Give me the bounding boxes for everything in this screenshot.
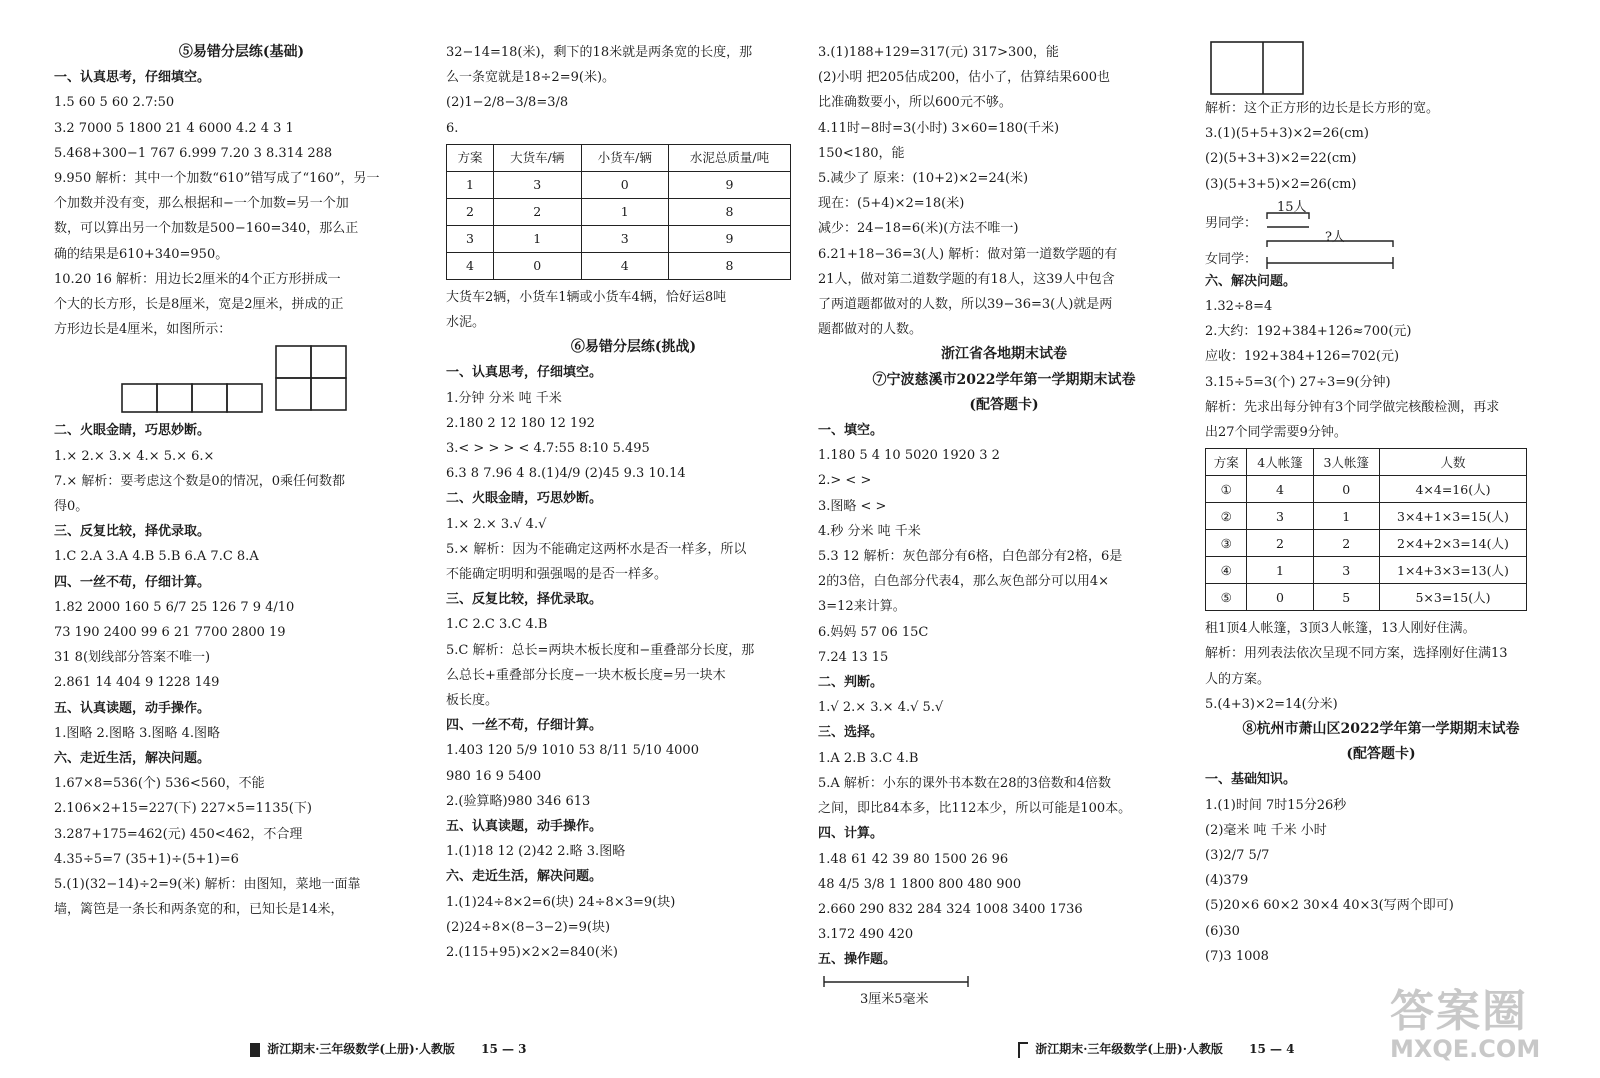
section-heading: 二、火眼金睛，巧思妙断。 <box>54 423 211 439</box>
answer-line: 1.分钟 分米 吨 千米 <box>446 390 562 406</box>
answer-line: 么一条宽就是18÷2=9(米)。 <box>446 70 616 86</box>
answer-line: 31 8(划线部分答案不唯一) <box>54 650 211 666</box>
exam-title-7: ⑦宁波慈溪市2022学年第一学期期末试卷 <box>872 371 1136 388</box>
section-heading: 六、解决问题。 <box>1205 273 1297 289</box>
answer-line: 32−14=18(米)，剩下的18米就是两条宽的长度，那 <box>446 45 753 60</box>
table-cell: 0 <box>581 171 668 198</box>
answer-line: (3)2/7 5/7 <box>1205 848 1270 864</box>
answer-line: 2.> < > <box>818 473 872 489</box>
table-cell: 1 <box>494 225 581 252</box>
answer-line: 150<180，能 <box>818 145 905 161</box>
answer-line: 2.106×2+15=227(下) 227×5=1135(下) <box>54 801 312 817</box>
answer-line: 1.C 2.C 3.C 4.B <box>446 617 548 633</box>
answer-line: 确的结果是610+340=950。 <box>54 246 229 262</box>
answer-line: 980 16 9 5400 <box>446 768 542 784</box>
footer-left <box>250 1040 527 1057</box>
answer-line: 3.2 7000 5 1800 21 4 6000 4.2 4 3 1 <box>54 120 294 136</box>
table-cell: ⑤ <box>1206 584 1247 611</box>
answer-line: 4.11时−8时=3(小时) 3×60=180(千米) <box>818 120 1060 136</box>
column-3 <box>818 40 1190 1009</box>
answer-line: 出27个同学需要9分钟。 <box>1205 425 1347 441</box>
answer-line: 方形边长是4厘米，如图所示： <box>54 322 232 338</box>
table-header-cell: 水泥总质量/吨 <box>668 144 790 171</box>
answer-line: 48 4/5 3/8 1 1800 800 480 900 <box>818 876 1022 892</box>
section-heading: 六、走近生活，解决问题。 <box>446 869 603 885</box>
answer-line: 1.32÷8=4 <box>1205 299 1273 315</box>
answer-line: 2.(115+95)×2×2=840(米) <box>446 945 618 961</box>
answer-line: (7)3 1008 <box>1205 948 1269 964</box>
answer-line: 3.(1)(5+5+3)×2=26(cm) <box>1205 126 1369 142</box>
table-row <box>447 252 791 279</box>
answer-line: 1.C 2.A 3.A 4.B 5.B 6.A 7.C 8.A <box>54 549 259 565</box>
table-cell: ① <box>1206 476 1247 503</box>
table-row <box>1206 557 1527 584</box>
answer-line: 个大的长方形，长是8厘米，宽是2厘米，拼成的正 <box>54 297 344 313</box>
footer-left-title: 浙江期末·三年级数学(上册)·人教版 <box>267 1042 455 1056</box>
answer-line: 2.大约：192+384+126≈700(元) <box>1205 324 1412 340</box>
answer-line: 21人，做对第二道数学题的有18人，这39人中包含 <box>818 271 1115 287</box>
table-header-cell: 大货车/辆 <box>494 144 581 171</box>
exam-heading: 浙江省各地期末试卷 <box>941 346 1067 363</box>
section-heading: 一、填空。 <box>818 423 884 439</box>
section-title-6: ⑥易错分层练(挑战) <box>570 339 697 356</box>
table-cell: 4×4=16(人) <box>1379 476 1526 503</box>
truck-plan-table <box>446 144 791 280</box>
answer-line: 5.× 解析：因为不能确定这两杯水是否一样多，所以 <box>446 541 747 557</box>
answer-line: 3.图略 < > <box>818 498 887 514</box>
section-heading: 一、认真思考，仔细填空。 <box>446 365 603 381</box>
girls-label: 女同学： <box>1205 251 1258 267</box>
answer-line: 5.468+300−1 767 6.999 7.20 3 8.314 288 <box>54 145 333 161</box>
section-title-5: ⑤易错分层练(基础) <box>178 44 305 60</box>
footer-right-title: 浙江期末·三年级数学(上册)·人教版 <box>1035 1042 1223 1056</box>
table-cell: 1 <box>1313 503 1379 530</box>
answer-line: (5)20×6 60×2 30×4 40×3(写两个即可) <box>1205 898 1454 914</box>
line-segment-diagram <box>1205 197 1557 269</box>
answer-line: (2)1−2/8−3/8=3/8 <box>446 95 569 111</box>
exam-subtitle-7: (配答题卡) <box>969 396 1039 413</box>
footer-right <box>1018 1040 1295 1058</box>
girls-count: ?人 <box>1325 229 1345 245</box>
answer-line: 比准确数要小，所以600元不够。 <box>818 95 1012 111</box>
answer-line: 1.403 120 5/9 1010 53 8/11 5/10 4000 <box>446 743 699 759</box>
watermark-logo <box>1390 975 1540 1063</box>
answer-line: 1.A 2.B 3.C 4.B <box>818 750 919 766</box>
answer-line: 3.< > > > < 4.7:55 8:10 5.495 <box>446 441 650 457</box>
table-cell: 1×4+3×3=13(人) <box>1379 557 1526 584</box>
answer-line: 1.(1)24÷8×2=6(块) 24÷8×3=9(块) <box>446 894 676 910</box>
answer-line: 6.21+18−36=3(人) 解析：做对第一道数学题的有 <box>818 246 1118 262</box>
exam-title-8: ⑧杭州市萧山区2022学年第一学期期末试卷 <box>1242 721 1520 738</box>
answer-line: (3)(5+3+5)×2=26(cm) <box>1205 176 1357 192</box>
table-cell: 9 <box>668 171 790 198</box>
column-4 <box>1205 40 1557 969</box>
section-heading: 二、火眼金睛，巧思妙断。 <box>446 491 603 507</box>
table-cell: 8 <box>668 252 790 279</box>
table-cell: 3 <box>494 171 581 198</box>
answer-line: 5.(1)(32−14)÷2=9(米) 解析：由图知，菜地一面靠 <box>54 877 361 893</box>
answer-line: 3.(1)188+129=317(元) 317>300，能 <box>818 45 1059 60</box>
answer-line: 应收：192+384+126=702(元) <box>1205 349 1400 365</box>
section-heading: 三、反复比较，择优录取。 <box>54 524 211 540</box>
table-header-cell: 方案 <box>1206 449 1247 476</box>
answer-line: 1.48 61 42 39 80 1500 26 96 <box>818 851 1009 867</box>
answer-line: 1.5 60 5 60 2.7:50 <box>54 95 175 111</box>
answer-line: 1.82 2000 160 5 6/7 25 126 7 9 4/10 <box>54 599 295 615</box>
answer-line: 2.(验算略)980 346 613 <box>446 793 591 809</box>
answer-line: 5.A 解析：小东的课外书本数在28的3倍数和4倍数 <box>818 775 1112 791</box>
table-cell: 4 <box>581 252 668 279</box>
answer-line: (2)小明 把205估成200，估小了，估算结果600也 <box>818 70 1110 86</box>
table-header-cell: 人数 <box>1379 449 1526 476</box>
answer-line: 6.3 8 7.96 4 8.(1)4/9 (2)45 9.3 10.14 <box>446 466 686 482</box>
table-cell: ③ <box>1206 530 1247 557</box>
answer-line: 1.图略 2.图略 3.图略 4.图略 <box>54 725 221 741</box>
section-heading: 六、走近生活，解决问题。 <box>54 751 211 767</box>
column-1 <box>54 40 429 923</box>
ruler-diagram <box>818 975 1190 1009</box>
answer-line: 现在：(5+4)×2=18(米) <box>818 196 965 212</box>
answer-line: (2)毫米 吨 千米 小时 <box>1205 822 1327 838</box>
answer-line: 3.172 490 420 <box>818 927 914 943</box>
answer-line: 4.秒 分米 吨 千米 <box>818 523 921 539</box>
answer-line: 墙，篱笆是一条长和两条宽的和，已知长是14米， <box>54 902 344 918</box>
table-cell: 3 <box>1313 557 1379 584</box>
answer-line: 减少：24−18=6(米)(方法不唯一) <box>818 221 1019 237</box>
answer-line: 1.√ 2.× 3.× 4.√ 5.√ <box>818 700 944 716</box>
table-row <box>1206 530 1527 557</box>
table-cell: 0 <box>494 252 581 279</box>
table-cell: 8 <box>668 198 790 225</box>
watermark-url: MXQE.COM <box>1390 1035 1541 1063</box>
square-rectangle-diagram <box>1205 40 1315 96</box>
answer-line: (2)(5+3+3)×2=22(cm) <box>1205 151 1357 167</box>
answer-line: 5.减少了 原来：(10+2)×2=24(米) <box>818 171 1029 187</box>
table-cell: 5×3=15(人) <box>1379 584 1526 611</box>
answer-line: 3.15÷5=3(个) 27÷3=9(分钟) <box>1205 374 1391 390</box>
answer-line: 板长度。 <box>446 693 499 709</box>
answer-line: 5.(4+3)×2=14(分米) <box>1205 696 1338 712</box>
footer-right-page: 15 — 4 <box>1249 1042 1295 1056</box>
boys-count: 15人 <box>1277 199 1307 215</box>
tent-plan-table <box>1205 448 1527 611</box>
table-row <box>1206 584 1527 611</box>
section-heading: 四、计算。 <box>818 826 884 842</box>
table-cell: 2 <box>1247 530 1313 557</box>
footer-left-page: 15 — 3 <box>481 1042 527 1056</box>
table-cell: 0 <box>1247 584 1313 611</box>
answer-line: 4.35÷5=7 (35+1)÷(5+1)=6 <box>54 851 239 867</box>
answer-line: 2.861 14 404 9 1228 149 <box>54 675 220 691</box>
answer-line: 得0。 <box>54 499 89 515</box>
table-cell: 0 <box>1313 476 1379 503</box>
answer-line: 1.67×8=536(个) 536<560，不能 <box>54 776 265 792</box>
section-heading: 三、选择。 <box>818 725 884 741</box>
answer-line: 之间，即比84本多，比112本少，所以可能是100本。 <box>818 801 1132 817</box>
table-cell: 2×4+2×3=14(人) <box>1379 530 1526 557</box>
answer-line: 了两道题都做对的人数，所以39−36=3(人)就是两 <box>818 297 1113 313</box>
table-cell: 3 <box>581 225 668 252</box>
rectangle-strip-diagram <box>54 344 354 414</box>
answer-line: 3=12来计算。 <box>818 599 906 615</box>
answer-line: 水泥。 <box>446 315 486 331</box>
table-cell: 2 <box>494 198 581 225</box>
watermark-title: 答案圈 <box>1390 986 1528 1037</box>
table-cell: 9 <box>668 225 790 252</box>
table-cell: 3 <box>447 225 494 252</box>
answer-line: 个加数并没有变，那么根据和−一个加数=另一个加 <box>54 196 349 212</box>
answer-line: (2)24÷8×(8−3−2)=9(块) <box>446 919 611 935</box>
answer-line: 解析：这个正方形的边长是长方形的宽。 <box>1205 101 1440 116</box>
answer-line: 不能确定明明和强强喝的是否一样多。 <box>446 567 668 583</box>
table-header-cell: 4人帐篷 <box>1247 449 1313 476</box>
answer-line: (4)379 <box>1205 873 1249 889</box>
table-cell: 3×4+1×3=15(人) <box>1379 503 1526 530</box>
answer-line: 数，可以算出另一个加数是500−160=340，那么正 <box>54 221 359 237</box>
answer-line: (6)30 <box>1205 923 1240 939</box>
table-cell: 2 <box>447 198 494 225</box>
answer-line: 解析：用列表法依次呈现不同方案，选择刚好住满13 <box>1205 646 1508 662</box>
section-heading: 三、反复比较，择优录取。 <box>446 592 603 608</box>
answer-line: 1.(1)18 12 (2)42 2.略 3.图略 <box>446 844 626 860</box>
answer-line: 1.× 2.× 3.√ 4.√ <box>446 516 547 532</box>
section-heading: 五、操作题。 <box>818 952 897 968</box>
answer-line: 3.287+175=462(元) 450<462，不合理 <box>54 826 303 842</box>
table-header-cell: 方案 <box>447 144 494 171</box>
section-heading: 四、一丝不苟，仔细计算。 <box>54 574 211 590</box>
section-heading: 四、一丝不苟，仔细计算。 <box>446 718 603 734</box>
answer-line: 2.180 2 12 180 12 192 <box>446 415 595 431</box>
ruler-label: 3厘米5毫米 <box>860 991 929 1007</box>
section-heading: 一、认真思考，仔细填空。 <box>54 70 211 86</box>
answer-line: 1.× 2.× 3.× 4.× 5.× 6.× <box>54 448 215 464</box>
exam-subtitle-8: (配答题卡) <box>1346 746 1416 763</box>
answer-line: 73 190 2400 99 6 21 7700 2800 19 <box>54 625 286 641</box>
table-row <box>447 171 791 198</box>
answer-line: 10.20 16 解析：用边长2厘米的4个正方形拼成一 <box>54 271 341 287</box>
table-row <box>447 198 791 225</box>
answer-line: 7.× 解析：要考虑这个数是0的情况，0乘任何数都 <box>54 473 345 489</box>
answer-line: 么总长+重叠部分长度−一块木板长度=另一块木 <box>446 667 726 683</box>
table-cell: 1 <box>447 171 494 198</box>
table-row <box>1206 476 1527 503</box>
answer-line: 5.3 12 解析：灰色部分有6格，白色部分有2格，6是 <box>818 549 1123 565</box>
table-row <box>1206 503 1527 530</box>
table-cell: 1 <box>1247 557 1313 584</box>
table-header-cell: 3人帐篷 <box>1313 449 1379 476</box>
answer-line: 6.妈妈 57 06 15C <box>818 624 929 640</box>
answer-line: 解析：先求出每分钟有3个同学做完核酸检测，再求 <box>1205 399 1500 415</box>
answer-line: 1.180 5 4 10 5020 1920 3 2 <box>818 448 1000 464</box>
answer-line: 租1顶4人帐篷，3顶3人帐篷，13人刚好住满。 <box>1205 621 1476 637</box>
section-heading: 五、认真读题，动手操作。 <box>54 700 211 716</box>
table-cell: 5 <box>1313 584 1379 611</box>
boys-label: 男同学： <box>1205 215 1258 231</box>
table-cell: 4 <box>447 252 494 279</box>
footer-mark-icon <box>250 1043 260 1057</box>
answer-line: 5.C 解析：总长=两块木板长度和−重叠部分长度，那 <box>446 642 755 658</box>
answer-line: 7.24 13 15 <box>818 649 889 665</box>
table-cell: 3 <box>1247 503 1313 530</box>
section-heading: 二、判断。 <box>818 675 884 691</box>
answer-line: 2.660 290 832 284 324 1008 3400 1736 <box>818 901 1083 917</box>
table-cell: 2 <box>1313 530 1379 557</box>
answer-line: 9.950 解析：其中一个加数“610”错写成了“160”，另一 <box>54 171 380 187</box>
column-2 <box>446 40 821 965</box>
section-heading: 一、基础知识。 <box>1205 772 1297 788</box>
table-cell: 4 <box>1247 476 1313 503</box>
answer-line: 1.(1)时间 7时15分26秒 <box>1205 797 1347 813</box>
table-cell: ④ <box>1206 557 1247 584</box>
table-cell: 1 <box>581 198 668 225</box>
answer-line: 大货车2辆，小货车1辆或小货车4辆，恰好运8吨 <box>446 289 727 305</box>
table-header-cell: 小货车/辆 <box>581 144 668 171</box>
section-heading: 五、认真读题，动手操作。 <box>446 819 603 835</box>
answer-line: 6. <box>446 120 459 136</box>
answer-line: 人的方案。 <box>1205 671 1271 687</box>
answer-line: 2的3倍，白色部分代表4，那么灰色部分可以用4× <box>818 574 1109 590</box>
footer-bracket-icon <box>1018 1042 1028 1058</box>
table-row <box>447 225 791 252</box>
table-cell: ② <box>1206 503 1247 530</box>
answer-line: 题都做对的人数。 <box>818 322 923 338</box>
